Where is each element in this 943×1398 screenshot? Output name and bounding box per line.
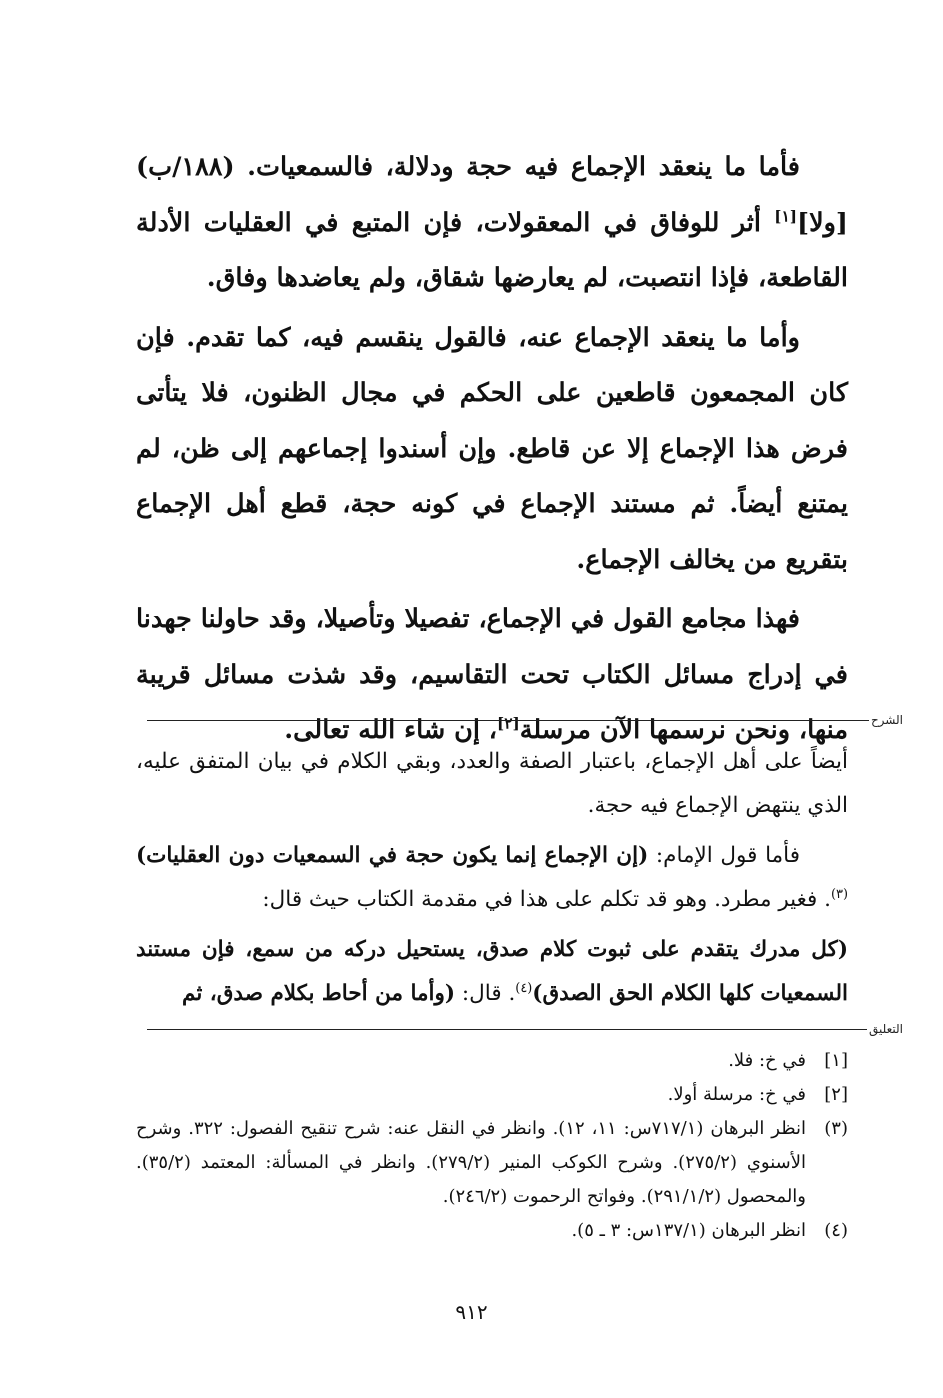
sharh-divider [147, 713, 903, 727]
sharh-paragraph [136, 928, 848, 1016]
sharh-paragraph-text: فأما قول الإمام: [648, 843, 800, 868]
taliq-divider [147, 1022, 903, 1036]
main-paragraph-text: ، إن شاء الله تعالى. [284, 715, 498, 745]
taliq-label: التعليق [868, 1022, 903, 1036]
footnote-ref: (٣) [831, 886, 848, 902]
footnote [136, 1214, 848, 1248]
main-text [136, 140, 848, 759]
main-paragraph-text: فهذا مجامع القول في الإجماع، تفصيلا وتأصيلا، وقد حاولنا جهدنا في إدراج مسائل الكتاب تحت التقاسيم، وقد شذت مسائل قريبة منها، ونحن نرسمها الآن مرسلة [136, 604, 848, 745]
footnote-text: في خ: مرسلة أولا. [667, 1084, 806, 1105]
footnotes [136, 1044, 848, 1248]
sharh-paragraph [136, 834, 848, 922]
main-paragraph-text: وأما ما ينعقد الإجماع عنه، فالقول ينقسم فيه، كما تقدم. فإن كان المجمعون قاطعين على الحكم في مجال الظنون، فلا يتأتى فرض هذا الإجماع إلا عن قاطع. وإن أسندوا إجماعهم إلى ظن، لم يمتنع أيضاً. ثم مستند الإجماع في كونه حجة، قطع أهل الإجماع بتقريع من يخالف الإجماع. [136, 322, 848, 575]
sharh-text [136, 740, 848, 1016]
page-number: ٩١٢ [455, 1300, 488, 1324]
footnote-ref: [١] [774, 207, 797, 225]
sharh-paragraph-text: أيضاً على أهل الإجماع، باعتبار الصفة والعدد، وبقي الكلام في بيان المتفق عليه، الذي ينتهض الإجماع فيه حجة. [136, 749, 848, 818]
quotation: (كل مدرك يتقدم على ثبوت كلام صدق، يستحيل دركه من سمع، فإن مستند السمعيات كلها الكلام الحق الصدق) [136, 937, 848, 1006]
sharh-paragraph-text: . فغير مطرد. وهو قد تكلم على هذا في مقدمة الكتاب حيث قال: [262, 887, 831, 912]
footnote-text: انظر البرهان (٧١٧/١س: ١١، ١٢). وانظر في النقل عنه: شرح تنقيح الفصول: ٣٢٢. وشرح الأسنوي (٢٧٥/٢). وشرح الكوكب المنير (٢٧٩/٢). وانظر في المسألة: المعتمد (٣٥/٢). والمحصول (٢٩١/١/٢). وفواتح الرحموت (٢٤٦/٢). [136, 1118, 806, 1207]
footnote-number: (٣) [824, 1118, 848, 1139]
footnote-text: في خ: فلا. [728, 1050, 806, 1071]
main-paragraph [136, 311, 848, 589]
main-paragraph [136, 140, 848, 307]
main-paragraph-text: فأما ما ينعقد الإجماع فيه حجة ودلالة، فالسمعيات. (١٨٨/ب) [ولا] [136, 152, 848, 238]
footnote-number: [١] [824, 1050, 848, 1071]
main-paragraph-text: أثر للوفاق في المعقولات، فإن المتبع في العقليات الأدلة القاطعة، فإذا انتصبت، لم يعارضها شقاق، ولم يعاضدها وفاق. [136, 207, 848, 293]
footnote [136, 1112, 848, 1214]
footnote [136, 1078, 848, 1112]
footnote [136, 1044, 848, 1078]
footnote-ref: [٢] [497, 714, 520, 733]
footnote-number: [٢] [824, 1084, 848, 1105]
quotation: (وأما من أحاط بكلام صدق، ثم [182, 981, 456, 1006]
main-paragraph [136, 592, 848, 759]
sharh-paragraph-text: . قال: [455, 981, 516, 1006]
footnote-ref: (٤) [515, 980, 533, 996]
divider-line [147, 1029, 867, 1030]
sharh-label: الشرح [870, 713, 903, 727]
quotation: (إن الإجماع إنما يكون حجة في السمعيات دون العقليات) [136, 843, 649, 868]
footnote-text: انظر البرهان (١٣٧/١س: ٣ ـ ٥). [571, 1220, 806, 1241]
footnote-number: (٤) [824, 1220, 848, 1241]
sharh-paragraph [136, 740, 848, 828]
divider-line [147, 720, 869, 721]
